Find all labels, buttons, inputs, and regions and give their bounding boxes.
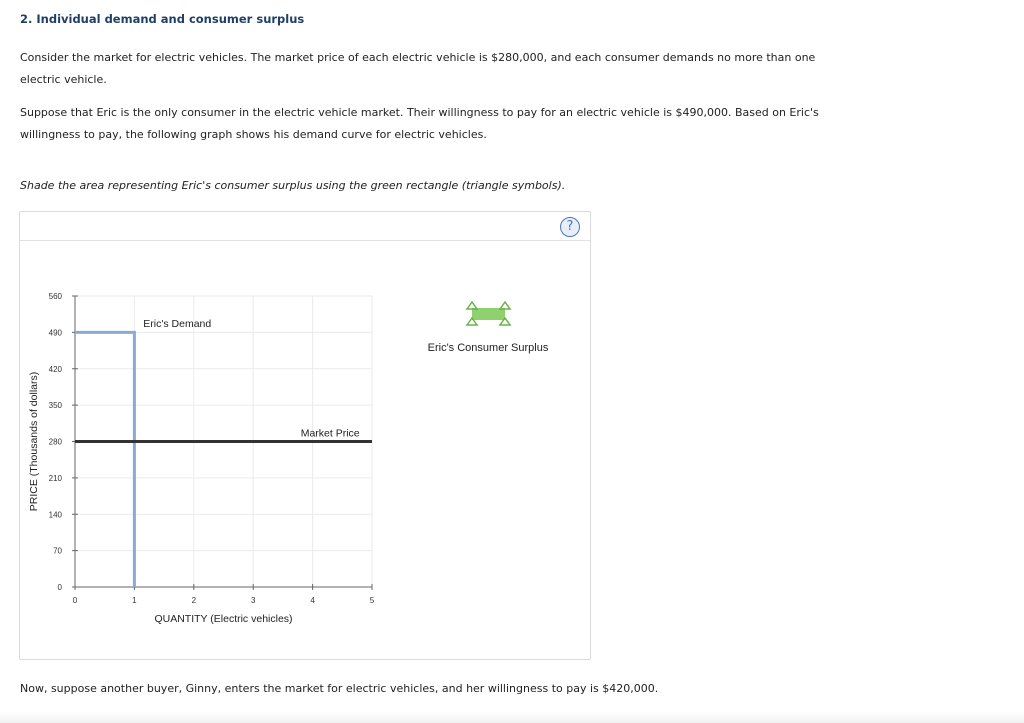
y-tick-label: 210 xyxy=(48,473,62,483)
demand-curve[interactable] xyxy=(75,332,134,587)
graph-canvas xyxy=(20,212,590,659)
series xyxy=(75,332,372,587)
market-description-line-2: electric vehicle. xyxy=(20,73,107,86)
shading-instruction: Shade the area representing Eric's consumer surplus using the green rectangle (triangle symbols). xyxy=(20,179,566,192)
y-tick-label: 280 xyxy=(48,437,62,447)
x-tick-label: 1 xyxy=(132,596,137,605)
y-tick-label: 560 xyxy=(48,292,62,301)
y-tick-label: 0 xyxy=(57,583,62,592)
demand-curve-label: Eric's Demand xyxy=(143,318,212,331)
consumer-surplus-tool[interactable] xyxy=(467,302,510,325)
x-tick-label: 3 xyxy=(250,596,256,605)
y-tick-label: 140 xyxy=(48,510,62,520)
eric-description xyxy=(20,102,840,146)
market-description-line-1: Consider the market for electric vehicles. The market price of each electric vehicle is $280,000, and each consumer demands no more than one xyxy=(20,51,816,64)
x-tick-label: 0 xyxy=(72,596,78,605)
help-button[interactable]: ? xyxy=(560,217,580,237)
bottom-fade xyxy=(0,711,1024,723)
question-title: 2. Individual demand and consumer surplus xyxy=(20,12,305,26)
y-axis-title: PRICE (Thousands of dollars) xyxy=(28,371,40,512)
consumer-surplus-label: Eric's Consumer Surplus xyxy=(427,342,549,354)
y-tick-label: 350 xyxy=(48,401,62,411)
x-tick-label: 2 xyxy=(191,596,197,605)
y-tick-label: 490 xyxy=(48,328,62,338)
x-tick-label: 5 xyxy=(369,596,375,605)
eric-description-line-2: willingness to pay, the following graph shows his demand curve for electric vehicles. xyxy=(20,128,487,141)
y-tick-label: 70 xyxy=(53,546,62,556)
consumer-surplus-rectangle-icon[interactable] xyxy=(472,308,505,320)
market-description xyxy=(20,47,840,91)
triangle-symbol-top-left xyxy=(467,302,477,309)
market-price-label: Market Price xyxy=(300,427,360,440)
axes xyxy=(49,292,375,605)
triangle-symbol-top-right xyxy=(500,302,510,309)
y-tick-label: 420 xyxy=(48,364,62,374)
x-tick-label: 4 xyxy=(310,596,315,605)
eric-description-line-1: Suppose that Eric is the only consumer in the electric vehicle market. Their willingness to pay for an electric vehicle is $490,000. Based on Eric's xyxy=(20,106,819,119)
ginny-prompt: Now, suppose another buyer, Ginny, enters the market for electric vehicles, and her willingness to pay is $420,000. xyxy=(20,682,659,695)
graph-panel xyxy=(19,211,591,660)
x-axis-title: QUANTITY (Electric vehicles) xyxy=(154,613,293,625)
